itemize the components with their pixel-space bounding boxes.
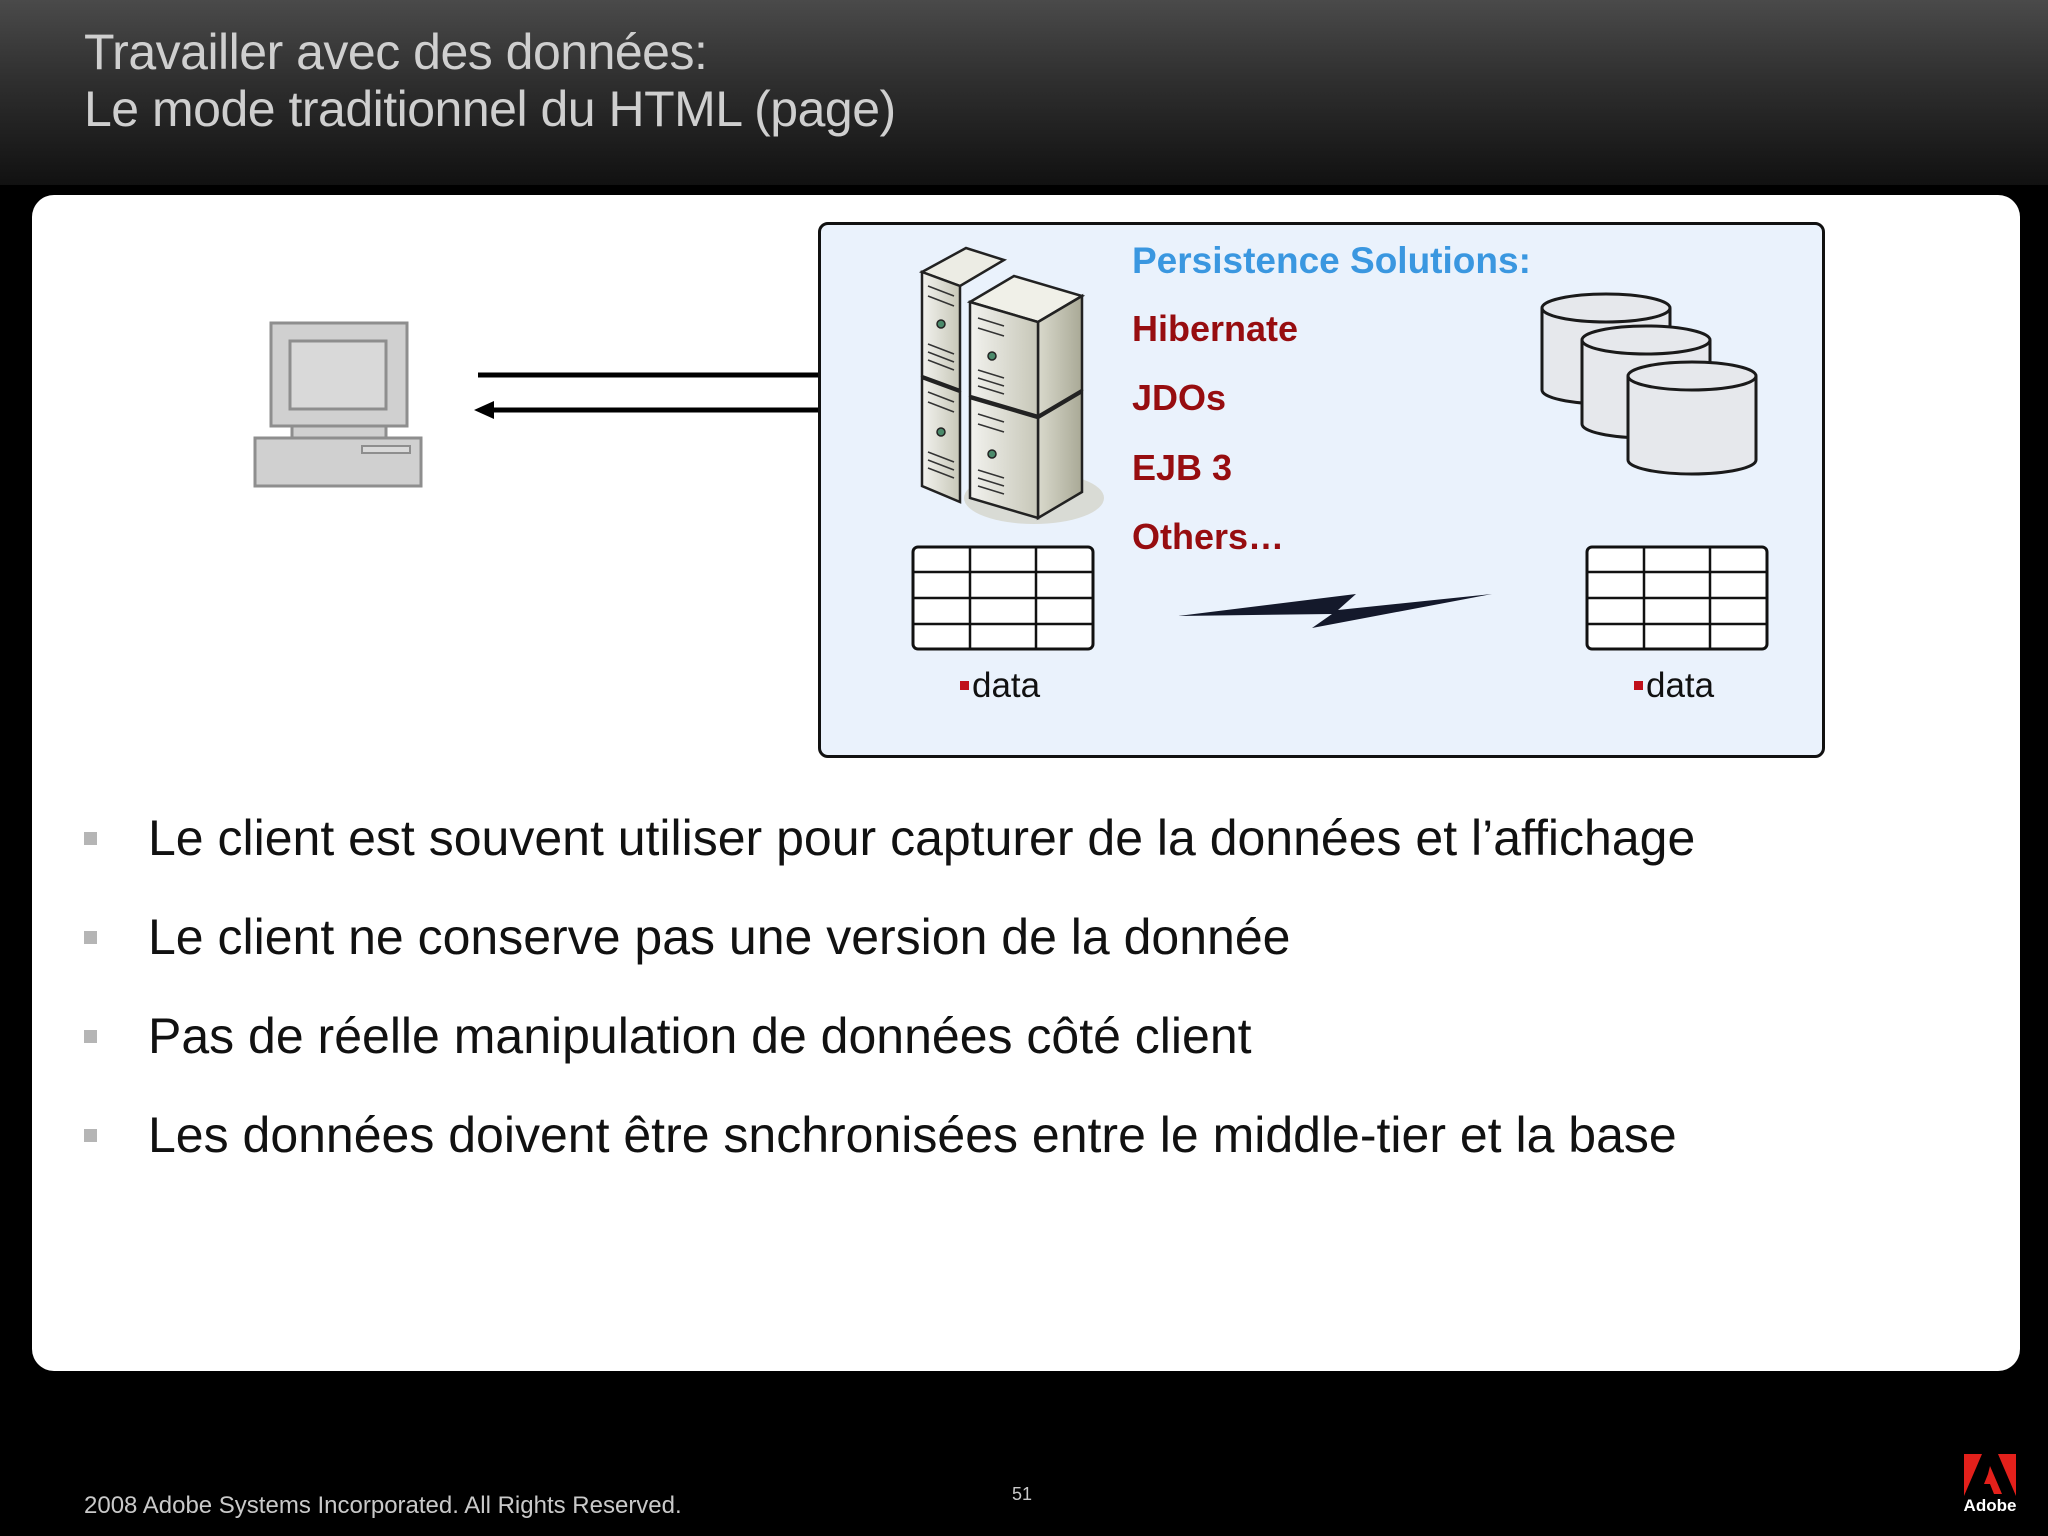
copyright-text: 2008 Adobe Systems Incorporated. All Rights Reserved. bbox=[84, 1492, 682, 1519]
data-label-database: data bbox=[1634, 666, 1714, 706]
bullet-item: Le client est souvent utiliser pour capturer de la données et l’affichage bbox=[84, 800, 1695, 899]
table-icon bbox=[910, 544, 1096, 652]
data-label-server: data bbox=[960, 666, 1040, 706]
request-response-arrows bbox=[470, 360, 874, 420]
persistence-item-hibernate: Hibernate bbox=[1132, 308, 1299, 349]
bullet-item: Le client ne conserve pas une version de la donnée bbox=[84, 899, 1695, 998]
persistence-item-ejb3: EJB 3 bbox=[1132, 447, 1233, 488]
bullet-item: Les données doivent être snchronisées entre le middle-tier et la base bbox=[84, 1097, 1695, 1196]
database-icon bbox=[1536, 290, 1762, 486]
table-icon bbox=[1584, 544, 1770, 652]
slide-title-line2: Le mode traditionnel du HTML (page) bbox=[84, 81, 896, 137]
persistence-item-jdos: JDOs bbox=[1132, 377, 1227, 418]
server-icon bbox=[914, 240, 1114, 532]
slide-header bbox=[0, 0, 2048, 185]
bullet-square-icon bbox=[84, 832, 97, 845]
adobe-logo-text: Adobe bbox=[1963, 1496, 2017, 1515]
bullet-square-icon bbox=[84, 931, 97, 944]
computer-icon bbox=[252, 320, 426, 490]
data-bullet-icon bbox=[1634, 681, 1643, 690]
bullet-square-icon bbox=[84, 1030, 97, 1043]
bullet-item: Pas de réelle manipulation de données côté client bbox=[84, 998, 1695, 1097]
persistence-item-others: Others… bbox=[1132, 516, 1285, 557]
slide-title bbox=[84, 24, 896, 138]
slide-title-line1: Travailler avec des données: bbox=[84, 24, 708, 80]
page-number: 51 bbox=[1012, 1484, 1033, 1504]
bullet-list bbox=[84, 800, 1695, 1196]
persistence-solutions-title: Persistence Solutions: bbox=[1132, 240, 1531, 281]
lightning-icon bbox=[1174, 580, 1494, 630]
bullet-square-icon bbox=[84, 1129, 97, 1142]
data-bullet-icon bbox=[960, 681, 969, 690]
